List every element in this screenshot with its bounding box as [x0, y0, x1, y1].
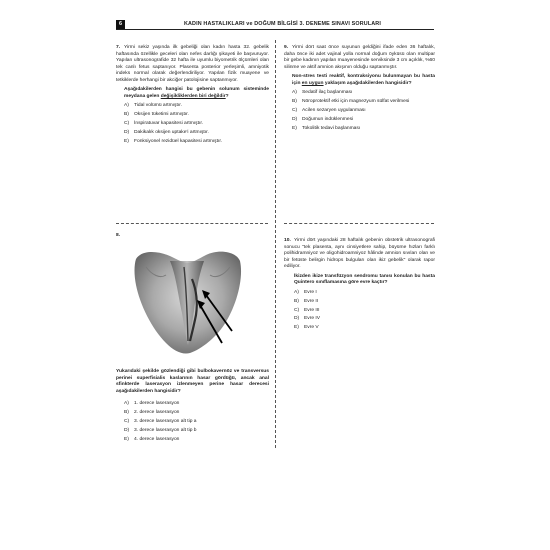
question-text: Yirmi sekiz yaşında ilk gebeliği olan kadın hasta 32. gebelik haftasında özellikle geceleri olan nefes darlığı şikayeti ile başvuruyor. Yapılan ultrasonografide 32 hafta ile uyumlu biyometrik ölçümleri olan tek canlı fetus saptanıyor. Plasenta posterior yerleşimli, amniyotik indeks normal olarak değerlendiriliyor. Yapılan fizik muayene ve tetkiklerde herhangi bir akciğer patolojisine saptanmıyor.: [116, 45, 269, 83]
option-d[interactable]: D) 3. derece laserasyon alt tip b: [124, 427, 197, 433]
question-prompt: Aşağıdakilerden hangisi bu gebenin solunum sisteminde meydana gelen değişikliklerden biri değildir?: [124, 87, 269, 99]
option-a[interactable]: A) Sedatif ilaç başlanması: [292, 90, 353, 96]
question-prompt: İkizden ikize transfüzyon sendromu tanısı konulan bu hasta Quintero sınıflamasına göre evre kaçtır?: [294, 273, 435, 286]
question-10: [284, 238, 435, 334]
question-number: 8.: [116, 233, 121, 238]
question-7-stem: [116, 45, 269, 100]
options-list: [284, 290, 435, 332]
question-9-stem: [284, 45, 435, 87]
header-title: KADIN HASTALIKLARI ve DOĞUM BİLGİSİ 3. DENEME SINAVI SORULARI: [183, 21, 382, 27]
question-7: [116, 45, 269, 148]
option-c[interactable]: C) Evre III: [294, 307, 320, 313]
option-d[interactable]: D) Dakikalık oksijen uptake'i artmıştır.: [124, 129, 209, 135]
question-8: [116, 369, 269, 445]
option-e[interactable]: E) Fonksiyonel rezidüel kapasitesi artmıştır.: [124, 138, 223, 144]
option-b[interactable]: B) Oksijen tüketimi artmıştır.: [124, 112, 189, 118]
option-e[interactable]: E) 4. derece laserasyon: [124, 436, 180, 442]
option-d[interactable]: D) Doğumun indüklenmesi: [292, 116, 354, 122]
right-row-divider: [284, 223, 434, 224]
option-e[interactable]: E) Evre V: [294, 325, 319, 331]
question-prompt: Non-stres testi reaktif, kontraksiyonu bulunmayan bu hasta için en uygun yaklaşım aşağıdakilerden hangisidir?: [292, 74, 435, 86]
options-list: [116, 103, 269, 145]
option-b[interactable]: B) Nöroprotektif etki için magnezyum sülfat verilmesi: [292, 99, 410, 105]
option-d[interactable]: D) Evre IV: [294, 316, 321, 322]
question-8-prompt: Yukarıdaki şekilde gözlendiği gibi bulbokavernöz ve transversus perinei superfisialis kaslarının hasar gördüğü, ancak anal sfinkterde laserasyon izlenmeyen perine hasar derecesi aşağıdakilerden hangisidir?: [116, 369, 269, 394]
option-a[interactable]: A) Tidal volümü artmıştır.: [124, 103, 182, 109]
question-9: [284, 45, 435, 135]
page-header: [116, 19, 434, 30]
question-8-number-row: [116, 233, 269, 240]
question-number: 7.: [116, 45, 121, 50]
option-b[interactable]: B) 2. derece laserasyon: [124, 410, 180, 416]
options-list: [284, 90, 435, 132]
question-text: Yirmi dört saat önce suyunun geldiğini ifade eden 36 haftalık, daha önce iki adet vajinal yolla normal doğum öyküsü olan multipar bir gebe kadının yapılan muayenesinde serviksinde 3 cm açıklık, %60 silinme ve aktif amnion akışının olduğu saptanmıştır.: [284, 45, 435, 70]
option-a[interactable]: A) Evre I: [294, 289, 317, 295]
option-c[interactable]: C) 3. derece laserasyon alt tip a: [124, 418, 197, 424]
page-number: 6: [116, 20, 125, 29]
question-number: 9.: [284, 45, 289, 50]
question-text: Yirmi dört yaşındaki 28 haftalık gebenin obstetrik ultrasonografi sonucu "tek plasenta, aynı cinsiyetlere sahip, büyüme hızları farklı polihidramniyoz ve oligohidroamniyoz hâlinde amnion sıvıları olan ve bir fetüste belirgin hidrops bulguları olan ikiz gebelik" olarak rapor ediliyor.: [284, 238, 435, 270]
option-a[interactable]: A) 1. derece laserasyon: [124, 401, 180, 407]
option-b[interactable]: B) Evre II: [294, 298, 319, 304]
left-row-divider: [116, 223, 268, 224]
perineum-illustration: [132, 245, 244, 363]
question-number: 10.: [284, 238, 291, 243]
option-c[interactable]: C) İnspiratuvar kapasitesi artmıştır.: [124, 121, 204, 127]
column-divider: [275, 40, 276, 448]
question-10-stem: [284, 238, 435, 287]
option-e[interactable]: E) Tokolitik tedavi başlanması: [292, 125, 361, 131]
options-list: [116, 401, 269, 443]
option-c[interactable]: C) Acilen sezaryen uygulanması: [292, 107, 366, 113]
